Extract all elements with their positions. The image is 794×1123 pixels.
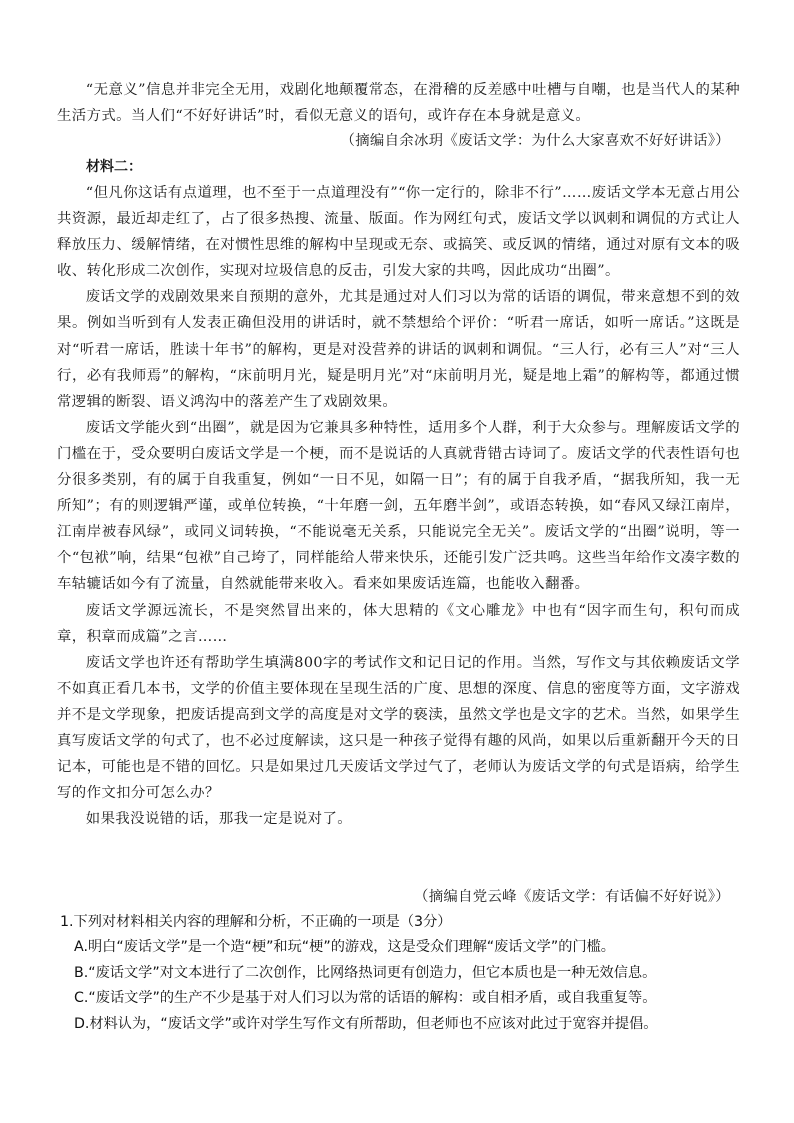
material-2-heading: 材料二：: [86, 159, 142, 175]
paragraph: 废话文学源远流长，不是突然冒出来的，体大思精的《文心雕龙》中也有“因字而生句，积句而成章，积章而成篇”之言……: [57, 602, 740, 645]
paragraph: “但凡你这话有点道理，也不至于一点道理没有”“你一定行的，除非不行”……废话文学本无意占用公共资源，最近却走红了，占了很多热搜、流量、版面。作为网红句式，废话文学以讽刺和调侃的方式让人释放压力、缓解情绪，在对惯性思维的解构中呈现或无奈、或搞笑、或反讽的情绪，通过对原有文本的吸收、转化形成二次创作，实现对垃圾信息的反击，引发大家的共鸣，因此成功“出圈”。: [57, 185, 740, 280]
intro-text-block: [57, 77, 740, 129]
paragraph: 废话文学也许还有帮助学生填满800字的考试作文和记日记的作用。当然，写作文与其依赖废话文学不如真正看几本书，文学的价值主要体现在呈现生活的广度、思想的深度、信息的密度等方面，文字游戏并不是文学现象，把废话提高到文学的高度是对文学的亵渎，虽然文学也是文字的艺术。当然，如果学生真写废话文学的句式了，也不必过度解读，这只是一种孩子觉得有趣的风尚，如果以后重新翻开今天的日记本，可能也是不错的回忆。只是如果过几天废话文学过气了，老师认为废话文学的句式是语病，给学生写的作文扣分可怎么办？: [57, 654, 740, 802]
paragraph: 废话文学的戏剧效果来自预期的意外，尤其是通过对人们习以为常的话语的调侃，带来意想不到的效果。例如当听到有人发表正确但没用的讲话时，就不禁想给个评价：“听君一席话，如听一席话。”这既是对“听君一席话，胜读十年书”的解构，更是对没营养的讲话的讽刺和调侃。“三人行，必有三人”对“三人行，必有我师焉”的解构，“床前明月光，疑是明月光”对“床前明月光，疑是地上霜”的解构等，都通过惯常逻辑的断裂、语义鸿沟中的落差产生了戏剧效果。: [57, 289, 740, 410]
paragraph: “无意义”信息并非完全无用，戏剧化地颠覆常态，在滑稽的反差感中吐槽与自嘲，也是当代人的某种生活方式。当人们“不好好讲话”时，看似无意义的语句，或许存在本身就是意义。: [57, 82, 740, 125]
option-c: C.“废话文学”的生产不少是基于对人们习以为常的话语的解构：或自相矛盾，或自我重复等。: [74, 990, 657, 1007]
option-b: B.“废话文学”对文本进行了二次创作，比网络热词更有创造力，但它本质也是一种无效信息。: [74, 964, 657, 981]
paragraph: 如果我没说错的话，那我一定是说对了。: [85, 811, 353, 828]
option-a: A.明白“废话文学”是一个造“梗”和玩“梗”的游戏，这是受众们理解“废话文学”的门槛。: [74, 939, 615, 955]
paragraph: 废话文学能火到“出圈”，就是因为它兼具多种特性，适用多个人群，利于大众参与。理解废话文学的门槛在于，受众要明白废话文学是一个梗，而不是说话的人真就背错古诗词了。废话文学的代表性语句也分很多类别，有的属于自我重复，例如“一日不见，如隔一日”；有的属于自我矛盾，“据我所知，我一无所知”；有的则逻辑严谨，或单位转换，“十年磨一剑，五年磨半剑”，或语态转换，如“春风又绿江南岸，江南岸被春风绿”，或同义词转换，“不能说毫无关系，只能说完全无关”。废话文学的“出圈”说明，等一个“包袱”响，结果“包袱”自己垮了，同样能给人带来快乐，还能引发广泛共鸣。这些当年给作文凑字数的车轱辘话如今有了流量，自然就能带来收入。看来如果废话连篇，也能收入翻番。: [57, 419, 740, 593]
source-citation-2: （摘编自党云峰《废话文学：有话偏不好好说》）: [414, 889, 730, 905]
source-citation-1: （摘编自余冰玥《废话文学：为什么大家喜欢不好好讲话》）: [340, 133, 730, 149]
question-stem: 1.下列对材料相关内容的理解和分析，不正确的一项是（3分）: [60, 914, 452, 930]
material-2-text-block: [57, 180, 740, 832]
option-d: D.材料认为，“废话文学”或许对学生写作文有所帮助，但老师也不应该对此过于宽容并提倡。: [74, 1015, 658, 1032]
question-1: [60, 910, 750, 1037]
